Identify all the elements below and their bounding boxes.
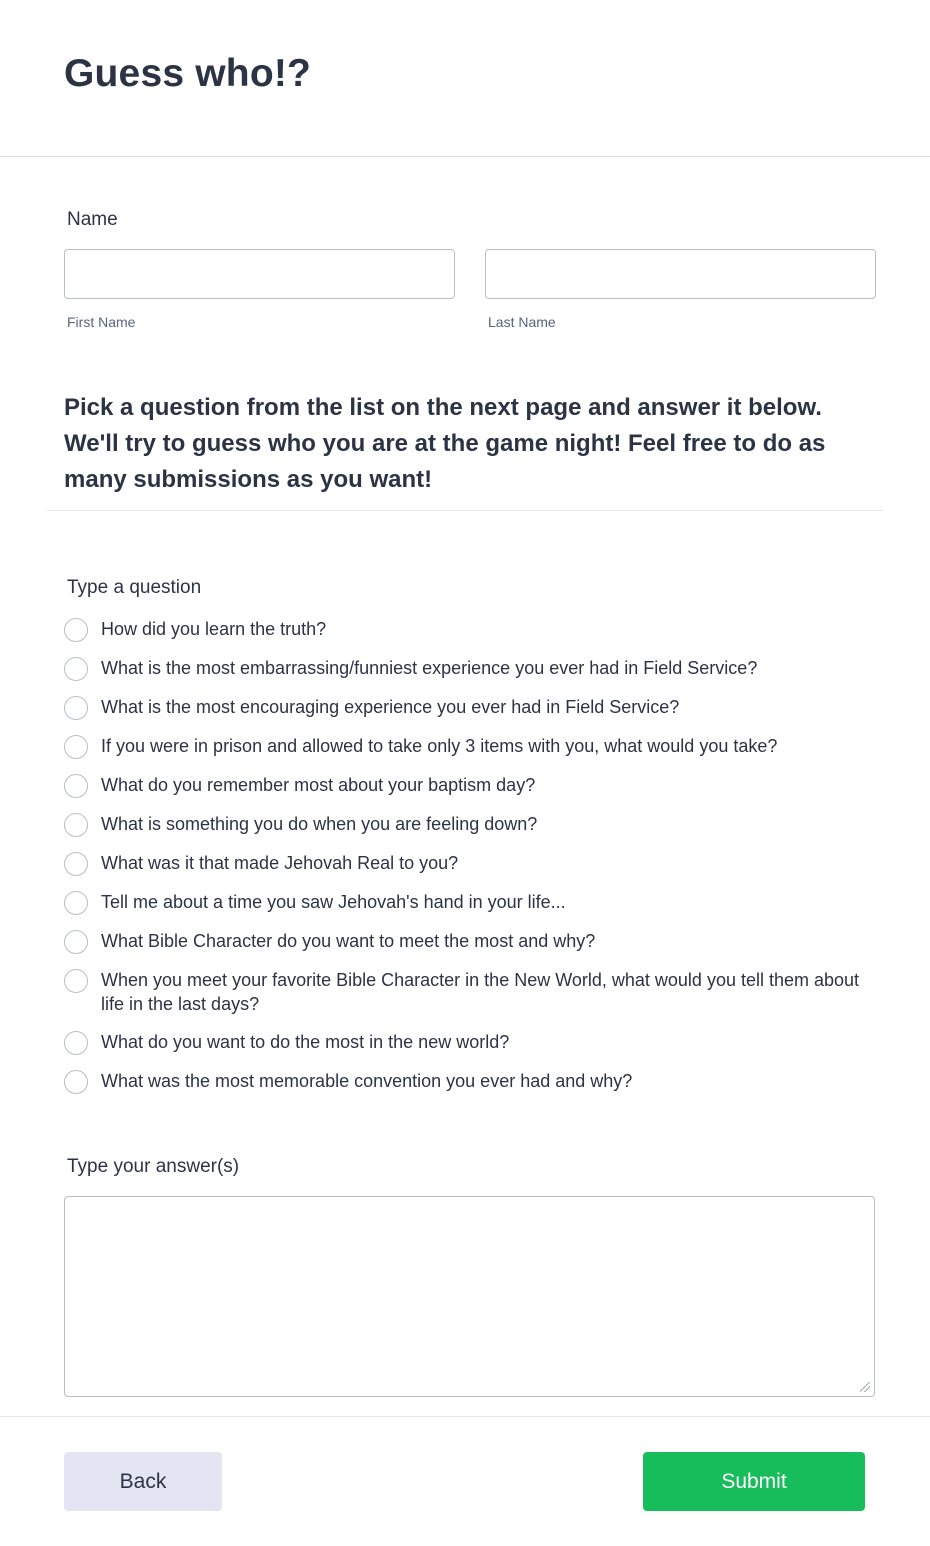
answer-textarea[interactable] [64,1196,875,1397]
radio-option-label[interactable]: What do you remember most about your baptism day? [101,775,536,795]
radio-option-label[interactable]: What is something you do when you are feeling down? [101,814,538,834]
radio-button[interactable] [64,1031,88,1055]
radio-button[interactable] [64,930,88,954]
name-section [0,157,930,330]
radio-button[interactable] [64,969,88,993]
instruction-block [47,330,883,511]
name-row [64,249,875,330]
radio-option[interactable] [64,890,866,915]
radio-button[interactable] [64,774,88,798]
answer-label: Type your answer(s) [67,1156,240,1177]
radio-button[interactable] [64,1070,88,1094]
radio-option[interactable] [64,968,866,1016]
first-name-input[interactable] [64,249,455,299]
answer-section [0,1108,930,1397]
instruction-text: Pick a question from the list on the next page and answer it below. We'll try to guess who you are at the game night! Feel free to do as many submissions as you want! [64,394,826,493]
radio-option-label[interactable]: What was the most memorable convention you ever had and why? [101,1071,633,1091]
first-name-col [64,249,455,330]
radio-button[interactable] [64,657,88,681]
radio-option[interactable] [64,1069,866,1094]
radio-button[interactable] [64,618,88,642]
radio-button[interactable] [64,696,88,720]
radio-button[interactable] [64,852,88,876]
radio-option-label[interactable]: What do you want to do the most in the new world? [101,1032,510,1052]
name-label: Name [67,209,118,230]
last-name-sublabel: Last Name [488,314,556,330]
radio-option-label[interactable]: What was it that made Jehovah Real to you? [101,853,459,873]
question-label: Type a question [67,577,202,598]
radio-option[interactable] [64,656,866,681]
radio-option[interactable] [64,695,866,720]
radio-option[interactable] [64,617,866,642]
last-name-col [485,249,876,330]
radio-button[interactable] [64,813,88,837]
radio-option-label[interactable]: Tell me about a time you saw Jehovah's hand in your life... [101,892,566,912]
page-title: Guess who!? [64,52,312,95]
radio-option[interactable] [64,1030,866,1055]
form-header [0,0,930,157]
question-radio-list [64,617,866,1094]
radio-button[interactable] [64,735,88,759]
radio-option-label[interactable]: What is the most embarrassing/funniest experience you ever had in Field Service? [101,658,758,678]
radio-option-label[interactable]: If you were in prison and allowed to take only 3 items with you, what would you take? [101,736,778,756]
radio-option[interactable] [64,851,866,876]
last-name-input[interactable] [485,249,876,299]
resize-grip-icon[interactable] [860,1382,870,1392]
radio-option-label[interactable]: How did you learn the truth? [101,619,327,639]
radio-option-label[interactable]: What Bible Character do you want to meet the most and why? [101,931,596,951]
form-footer [0,1416,930,1546]
radio-option[interactable] [64,773,866,798]
question-section [0,511,930,1094]
back-button[interactable]: Back [64,1452,222,1511]
submit-button[interactable]: Submit [643,1452,865,1511]
radio-option[interactable] [64,812,866,837]
radio-option[interactable] [64,734,866,759]
radio-option-label[interactable]: What is the most encouraging experience you ever had in Field Service? [101,697,680,717]
radio-option-label[interactable]: When you meet your favorite Bible Character in the New World, what would you tell them about life in the last days? [101,970,860,1014]
first-name-sublabel: First Name [67,314,136,330]
radio-option[interactable] [64,929,866,954]
radio-button[interactable] [64,891,88,915]
